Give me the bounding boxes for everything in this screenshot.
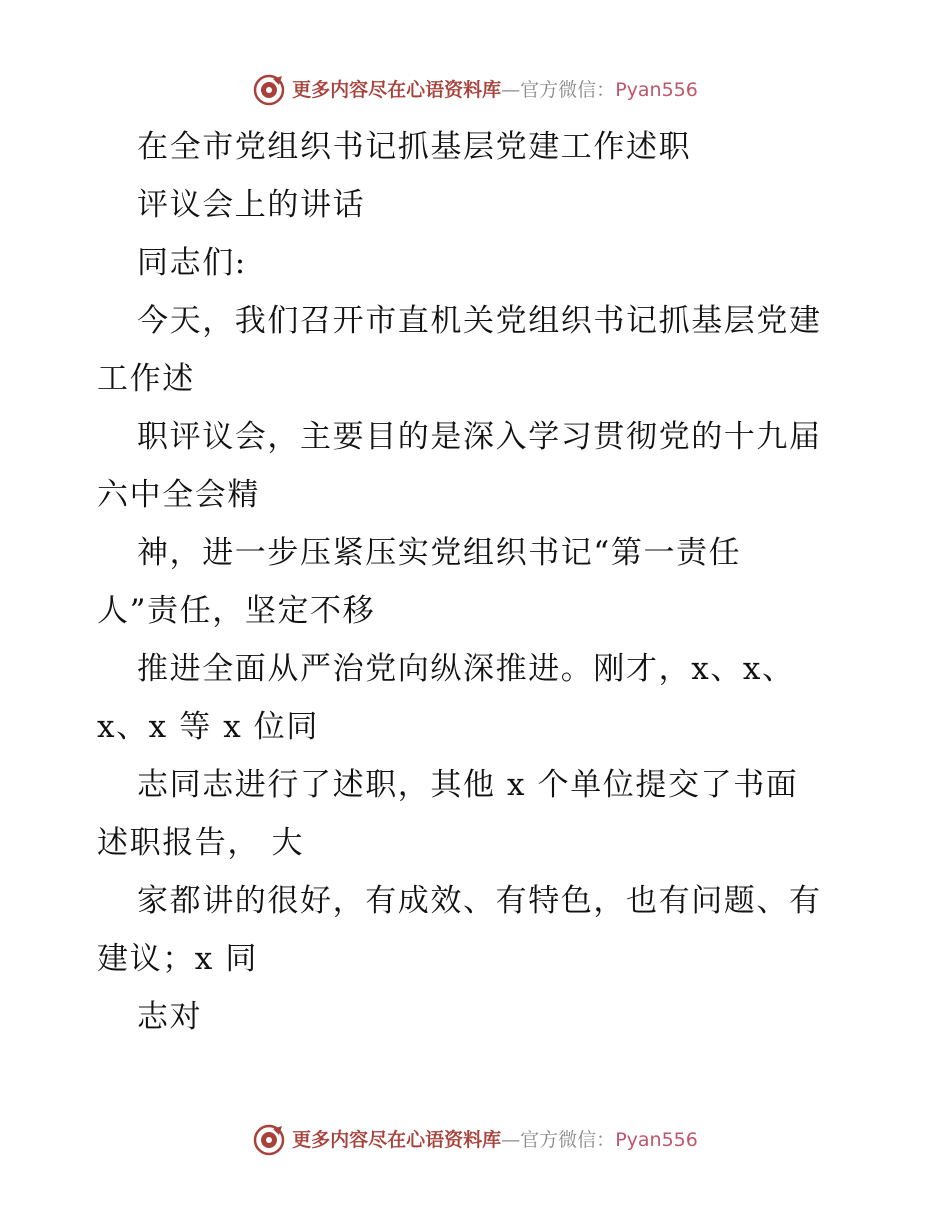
banner-wechat-label: —官方微信：	[501, 78, 616, 101]
doc-text-line: 人”责任，坚定不移	[97, 593, 376, 629]
doc-salutation: 同志们:	[137, 245, 247, 281]
doc-text-line: 职评议会，主要目的是深入学习贯彻党的十九届	[137, 419, 822, 455]
banner-brand-text: 更多内容尽在心语资料库	[292, 78, 502, 101]
doc-text-line: 志同志进行了述职，其他 x 个单位提交了书面	[137, 767, 799, 803]
doc-text-line: 志对	[137, 999, 203, 1035]
pen-nib-seal-icon	[252, 1123, 286, 1157]
doc-text-line: 工作述	[97, 361, 195, 397]
doc-text-line: 推进全面从严治党向纵深推进。刚才，x、x、	[137, 651, 795, 687]
doc-text-line: x、x 等 x 位同	[97, 709, 320, 745]
pen-nib-seal-icon	[252, 73, 286, 107]
doc-text-line: 今天，我们召开市直机关党组织书记抓基层党建	[137, 303, 822, 339]
footer-banner	[0, 1120, 950, 1160]
banner-brand-text: 更多内容尽在心语资料库	[292, 1128, 502, 1151]
doc-text-line: 建议；x 同	[97, 941, 258, 977]
banner-wechat-id: Pyan556	[615, 1128, 698, 1151]
banner-wechat-id: Pyan556	[615, 78, 698, 101]
banner-wechat-label: —官方微信：	[501, 1128, 616, 1151]
doc-title-line-2: 评议会上的讲话	[137, 187, 366, 223]
doc-text-line: 述职报告， 大	[97, 825, 305, 861]
header-banner	[0, 70, 950, 110]
doc-title-line-1: 在全市党组织书记抓基层党建工作述职	[137, 129, 692, 165]
doc-text-line: 家都讲的很好，有成效、有特色，也有问题、有	[137, 883, 822, 919]
doc-text-line: 神，进一步压紧压实党组织书记“第一责任	[137, 535, 742, 571]
doc-text-line: 六中全会精	[97, 477, 260, 513]
